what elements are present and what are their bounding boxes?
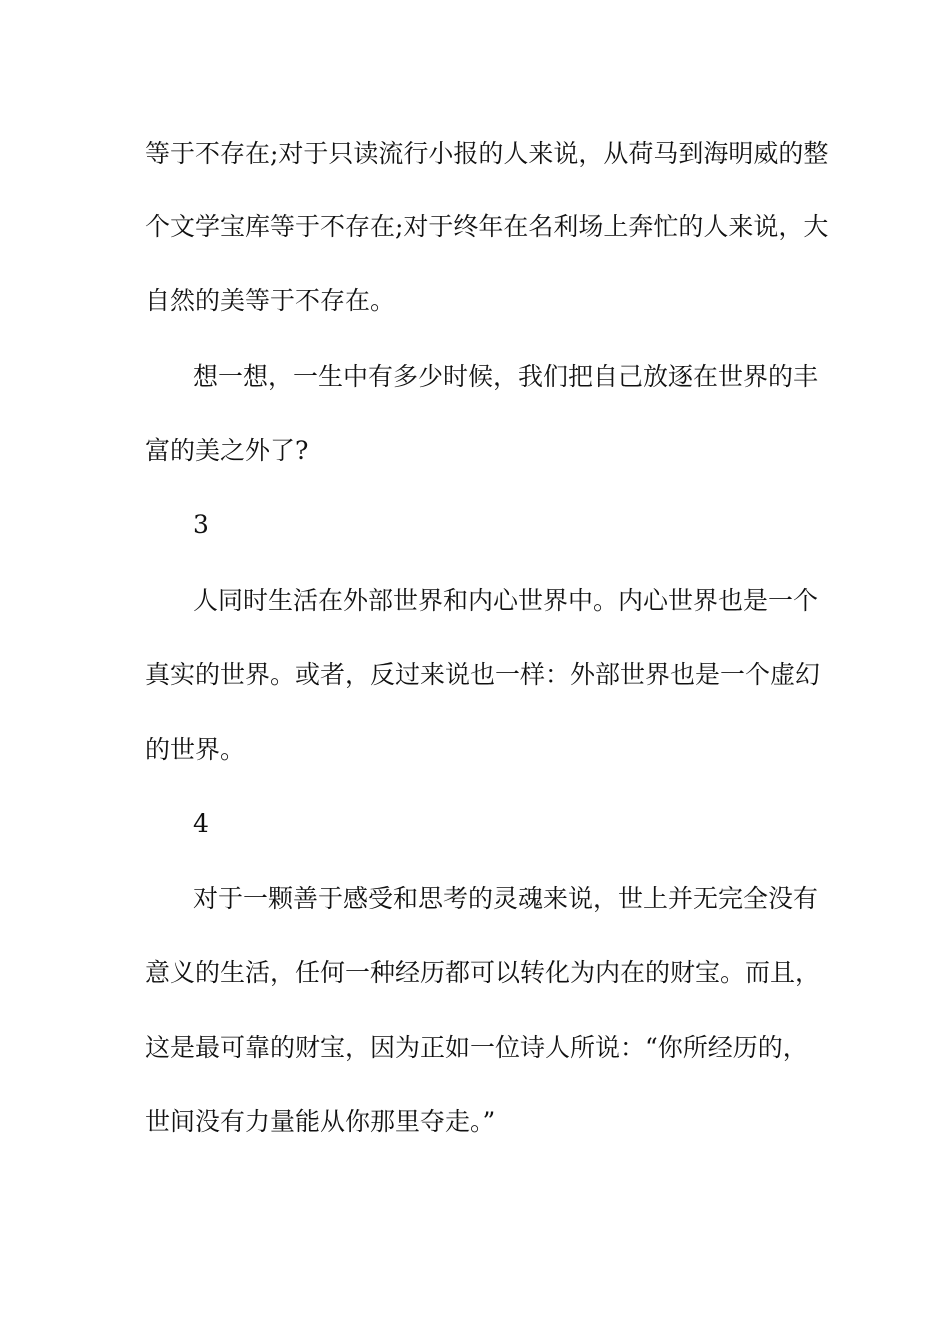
text-line: 自然的美等于不存在。 (145, 286, 396, 315)
text-line: 这是最可靠的财宝，因为正如一位诗人所说：“你所经历的， (145, 1033, 808, 1062)
section-number: 3 (193, 510, 209, 539)
section-number: 4 (193, 809, 209, 838)
text-line: 人同时生活在外部世界和内心世界中。内心世界也是一个 (193, 586, 819, 615)
text-line: 世间没有力量能从你那里夺走。” (145, 1107, 496, 1136)
text-line: 意义的生活，任何一种经历都可以转化为内在的财宝。而且， (145, 958, 821, 987)
text-line: 的世界。 (145, 735, 246, 764)
text-line: 富的美之外了? (145, 436, 309, 465)
text-line: 想一想，一生中有多少时候，我们把自己放逐在世界的丰 (193, 362, 819, 391)
text-line: 个文学宝库等于不存在;对于终年在名利场上奔忙的人来说，大 (145, 212, 829, 241)
text-line: 等于不存在;对于只读流行小报的人来说，从荷马到海明威的整 (145, 139, 829, 168)
text-line: 对于一颗善于感受和思考的灵魂来说，世上并无完全没有 (193, 884, 819, 913)
text-line: 真实的世界。或者，反过来说也一样：外部世界也是一个虚幻 (145, 660, 821, 689)
